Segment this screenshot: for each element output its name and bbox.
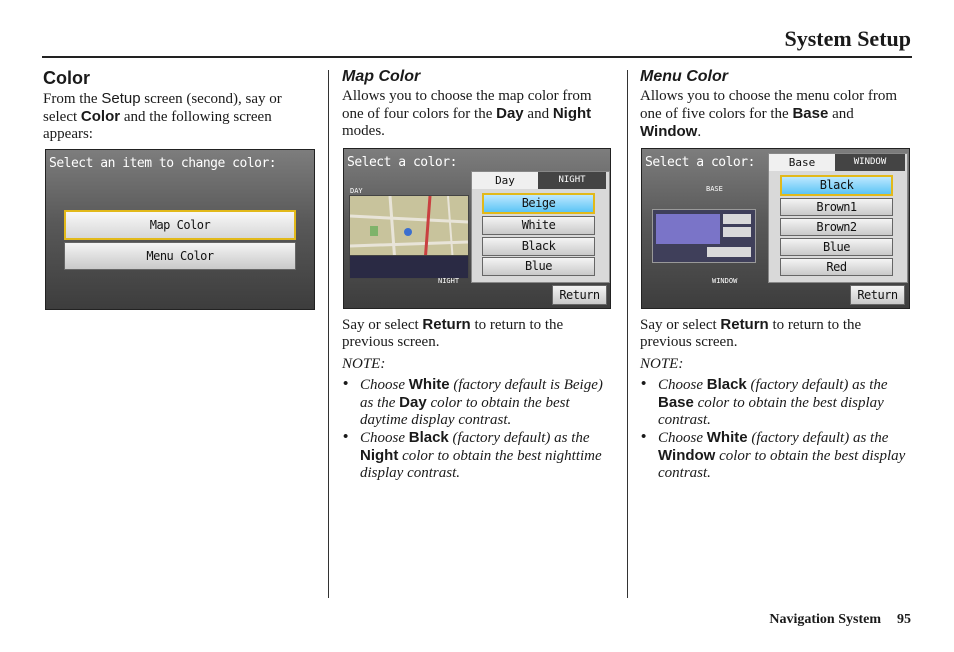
setup-term: Setup (101, 90, 141, 107)
return-button[interactable]: Return (850, 285, 905, 305)
section-body: Allows you to choose the menu color from one of five colors for the Base and Window. (640, 88, 898, 140)
beige-option[interactable]: Beige (482, 193, 595, 214)
window-term: Window (640, 123, 698, 140)
window-preview-label: WINDOW (712, 277, 738, 285)
blue-option[interactable]: Blue (482, 257, 595, 276)
return-term: Return (720, 316, 769, 333)
map-color-button[interactable]: Map Color (64, 210, 296, 240)
base-term: Base (792, 105, 829, 122)
menu-color-section (640, 66, 912, 141)
day-term: Day (496, 105, 524, 122)
base-preview-label: BASE (706, 185, 723, 193)
screen-title: Select an item to change color: (49, 156, 277, 171)
window-preview (656, 214, 720, 244)
day-map-label: DAY (350, 187, 363, 195)
preview-button (707, 247, 751, 257)
return-term: Return (422, 316, 471, 333)
section-heading: Menu Color (640, 68, 728, 85)
header-rule (42, 56, 912, 58)
tab-window[interactable]: WINDOW (835, 154, 905, 171)
page-footer (753, 612, 911, 628)
note-list (640, 376, 912, 482)
preview-button (723, 227, 751, 237)
note-label: NOTE: (640, 356, 684, 372)
color-section (43, 66, 315, 143)
menu-color-notes (640, 316, 912, 482)
note-item: • Choose White (factory default is Beige) as the Day color to obtain the best daytime display contrast. (343, 376, 603, 428)
page-number: 95 (897, 612, 911, 627)
tab-day[interactable]: Day (472, 172, 538, 189)
base-preview (652, 209, 756, 263)
return-instruction: Say or select Return to return to the previous screen. (342, 316, 564, 350)
section-body: Allows you to choose the map color from one of four colors for the Day and Night modes. (342, 88, 592, 139)
note-label: NOTE: (342, 356, 386, 372)
return-button[interactable]: Return (552, 285, 607, 305)
menu-color-button[interactable]: Menu Color (64, 242, 296, 270)
red-option[interactable]: Red (780, 258, 893, 276)
night-term: Night (552, 105, 592, 122)
screen-title: Select a color: (645, 155, 755, 170)
color-select-screenshot (45, 149, 315, 310)
note-item: • Choose White (factory default) as the Window color to obtain the best display contrast. (641, 429, 906, 481)
menu-color-screenshot (641, 148, 910, 309)
map-color-screenshot (343, 148, 611, 309)
night-map-label: NIGHT (438, 277, 460, 285)
note-item: • Choose Black (factory default) as the Night color to obtain the best nighttime display contrast. (343, 429, 602, 481)
footer-section: Navigation System (769, 612, 881, 627)
screen-title: Select a color: (347, 155, 457, 170)
map-color-section (342, 66, 614, 140)
color-term: Color (80, 108, 121, 125)
blue-option[interactable]: Blue (780, 238, 893, 256)
column-divider (627, 70, 628, 598)
black-option[interactable]: Black (482, 237, 595, 256)
brown1-option[interactable]: Brown1 (780, 198, 893, 216)
section-body: From the Setup screen (second), say or select Color and the following screen appears: (43, 90, 282, 142)
tab-night[interactable]: NIGHT (538, 172, 606, 189)
preview-button (723, 214, 751, 224)
note-list (342, 376, 614, 482)
page-title: System Setup (784, 26, 911, 51)
note-item: • Choose Black (factory default) as the Base color to obtain the best display contrast. (641, 376, 888, 428)
night-map-preview (349, 255, 469, 279)
brown2-option[interactable]: Brown2 (780, 218, 893, 236)
section-heading: Map Color (342, 68, 421, 85)
section-heading: Color (43, 68, 90, 88)
black-option[interactable]: Black (780, 175, 893, 196)
tab-base[interactable]: Base (769, 154, 835, 171)
column-divider (328, 70, 329, 598)
white-option[interactable]: White (482, 216, 595, 235)
return-instruction: Say or select Return to return to the previous screen. (640, 316, 862, 350)
map-color-notes (342, 316, 614, 482)
